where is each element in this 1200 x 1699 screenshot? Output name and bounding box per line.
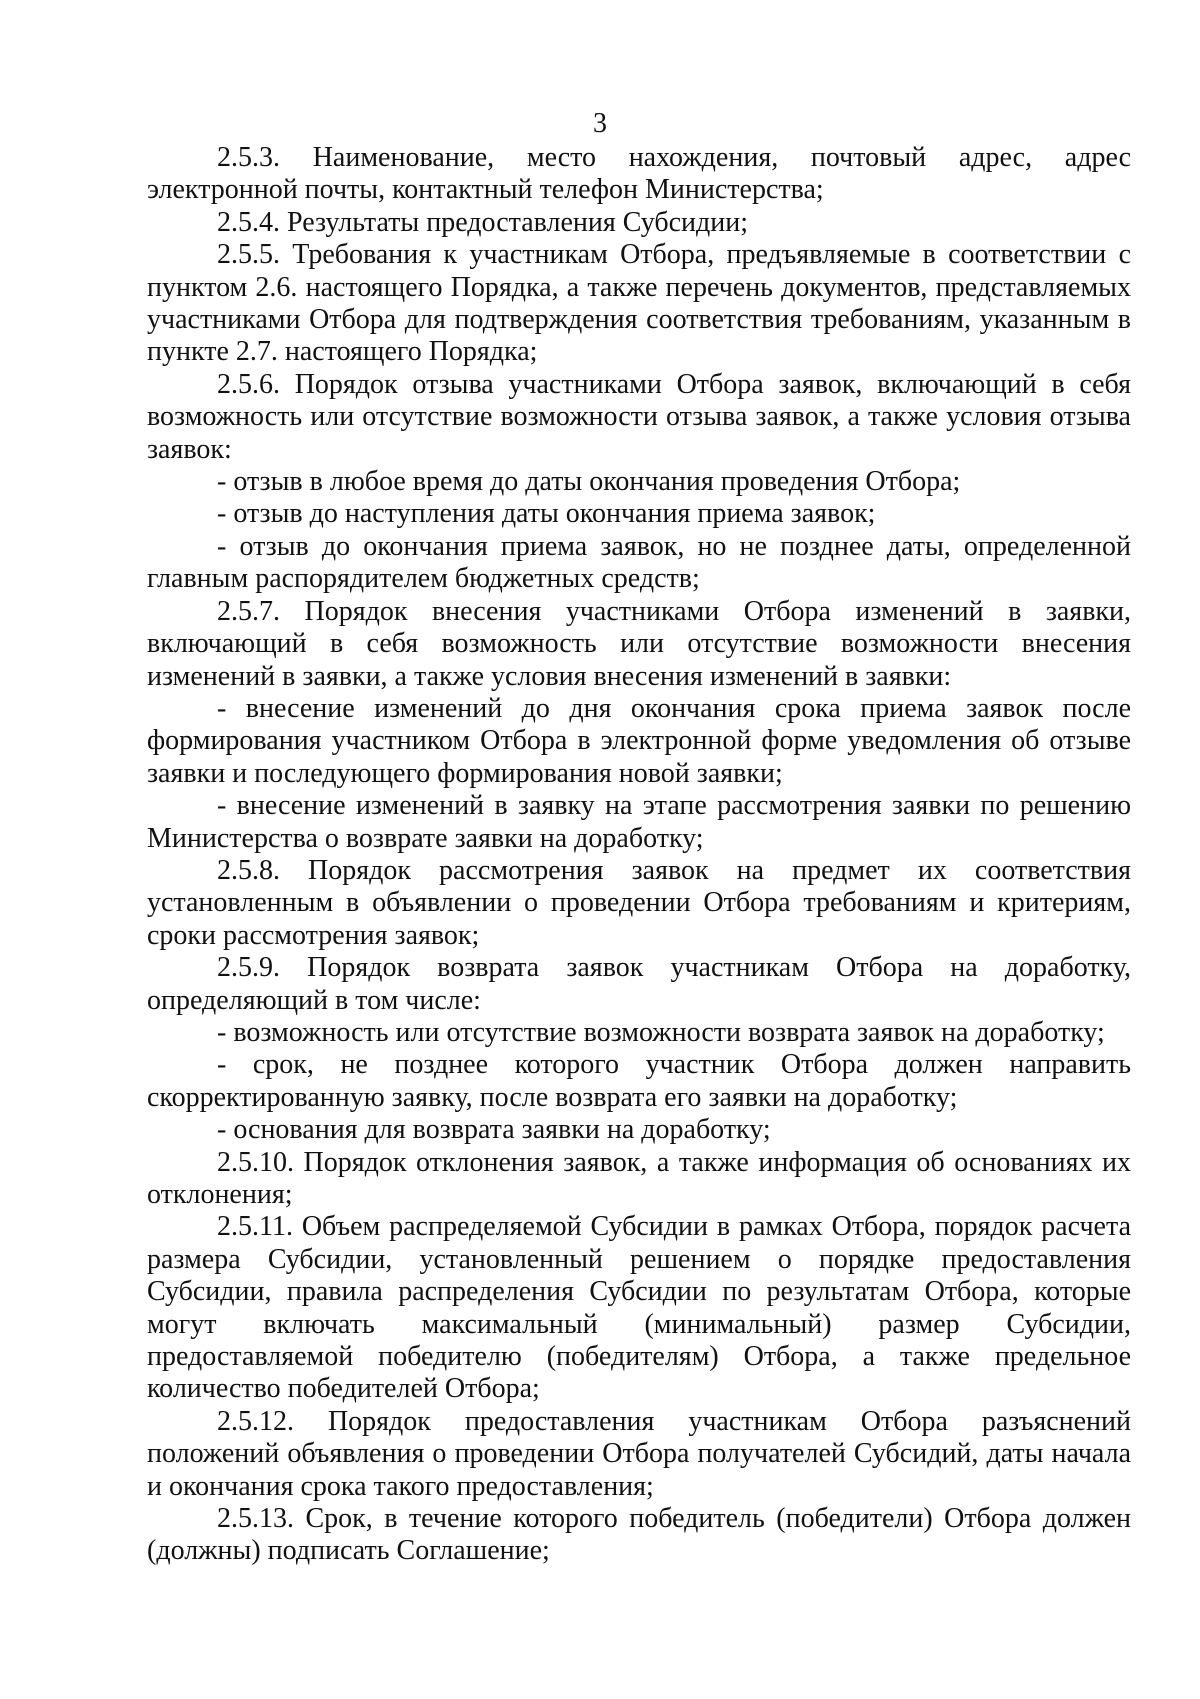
list-item-withdrawal-before-deadline: - отзыв до наступления даты окончания приема заявок; xyxy=(217,498,876,530)
paragraph-2-5-3: 2.5.3. Наименование, место нахождения, почтовый адрес, адрес электронной почты, контактный телефон Министерства; xyxy=(147,142,1131,206)
paragraph-2-5-4: 2.5.4. Результаты предоставления Субсидии; xyxy=(217,206,749,238)
paragraph-2-5-8: 2.5.8. Порядок рассмотрения заявок на предмет их соответствия установленным в объявлении о проведении Отбора требованиям и критериям, сроки рассмотрения заявок; xyxy=(147,854,1131,951)
list-item-return-grounds: - основания для возврата заявки на доработку; xyxy=(217,1114,771,1146)
document-body xyxy=(147,142,1131,1568)
list-item-withdrawal-before-date: - отзыв до окончания приема заявок, но не позднее даты, определенной главным распорядителем бюджетных средств; xyxy=(147,530,1131,595)
list-item-return-deadline: - срок, не позднее которого участник Отбора должен направить скорректированную заявку, после возврата его заявки на доработку; xyxy=(147,1049,1131,1113)
list-item-changes-before-deadline: - внесение изменений до дня окончания срока приема заявок после формирования участником Отбора в электронной форме уведомления об отзыве заявки и последующего формирования новой заявки; xyxy=(147,692,1131,789)
paragraph-2-5-13: 2.5.13. Срок, в течение которого победитель (победители) Отбора должен (должны) подписать Соглашение; xyxy=(147,1503,1131,1567)
page-number: 3 xyxy=(593,108,607,139)
paragraph-2-5-12: 2.5.12. Порядок предоставления участникам Отбора разъяснений положений объявления о проведении Отбора получателей Субсидий, даты начала и окончания срока такого предоставления; xyxy=(147,1405,1131,1502)
list-item-withdrawal-anytime: - отзыв в любое время до даты окончания проведения Отбора; xyxy=(217,466,961,498)
paragraph-2-5-7: 2.5.7. Порядок внесения участниками Отбора изменений в заявки, включающий в себя возможность или отсутствие возможности внесения изменений в заявки, а также условия внесения изменений в заявки: xyxy=(147,595,1131,692)
paragraph-2-5-9: 2.5.9. Порядок возврата заявок участникам Отбора на доработку, определяющий в том числе: xyxy=(147,952,1131,1016)
paragraph-2-5-11: 2.5.11. Объем распределяемой Субсидии в рамках Отбора, порядок расчета размера Субсидии, установленный решением о порядке предоставления Субсидии, правила распределения Субсидии по результатам Отбора, которые могут включать максимальный (минимальный) размер Субсидии, предоставляемой победителю (победителям) Отбора, а также предельное количество победителей Отбора; xyxy=(147,1211,1131,1405)
list-item-changes-on-review: - внесение изменений в заявку на этапе рассмотрения заявки по решению Министерства о возврате заявки на доработку; xyxy=(147,790,1131,854)
paragraph-2-5-6: 2.5.6. Порядок отзыва участниками Отбора заявок, включающий в себя возможность или отсутствие возможности отзыва заявок, а также условия отзыва заявок: xyxy=(147,368,1131,465)
list-item-return-possibility: - возможность или отсутствие возможности возврата заявок на доработку; xyxy=(217,1016,1105,1048)
paragraph-2-5-10: 2.5.10. Порядок отклонения заявок, а также информация об основаниях их отклонения; xyxy=(147,1146,1131,1210)
paragraph-2-5-5: 2.5.5. Требования к участникам Отбора, предъявляемые в соответствии с пунктом 2.6. настоящего Порядка, а также перечень документов, представляемых участниками Отбора для подтверждения соответствия требованиям, указанным в пункте 2.7. настоящего Порядка; xyxy=(147,239,1131,368)
